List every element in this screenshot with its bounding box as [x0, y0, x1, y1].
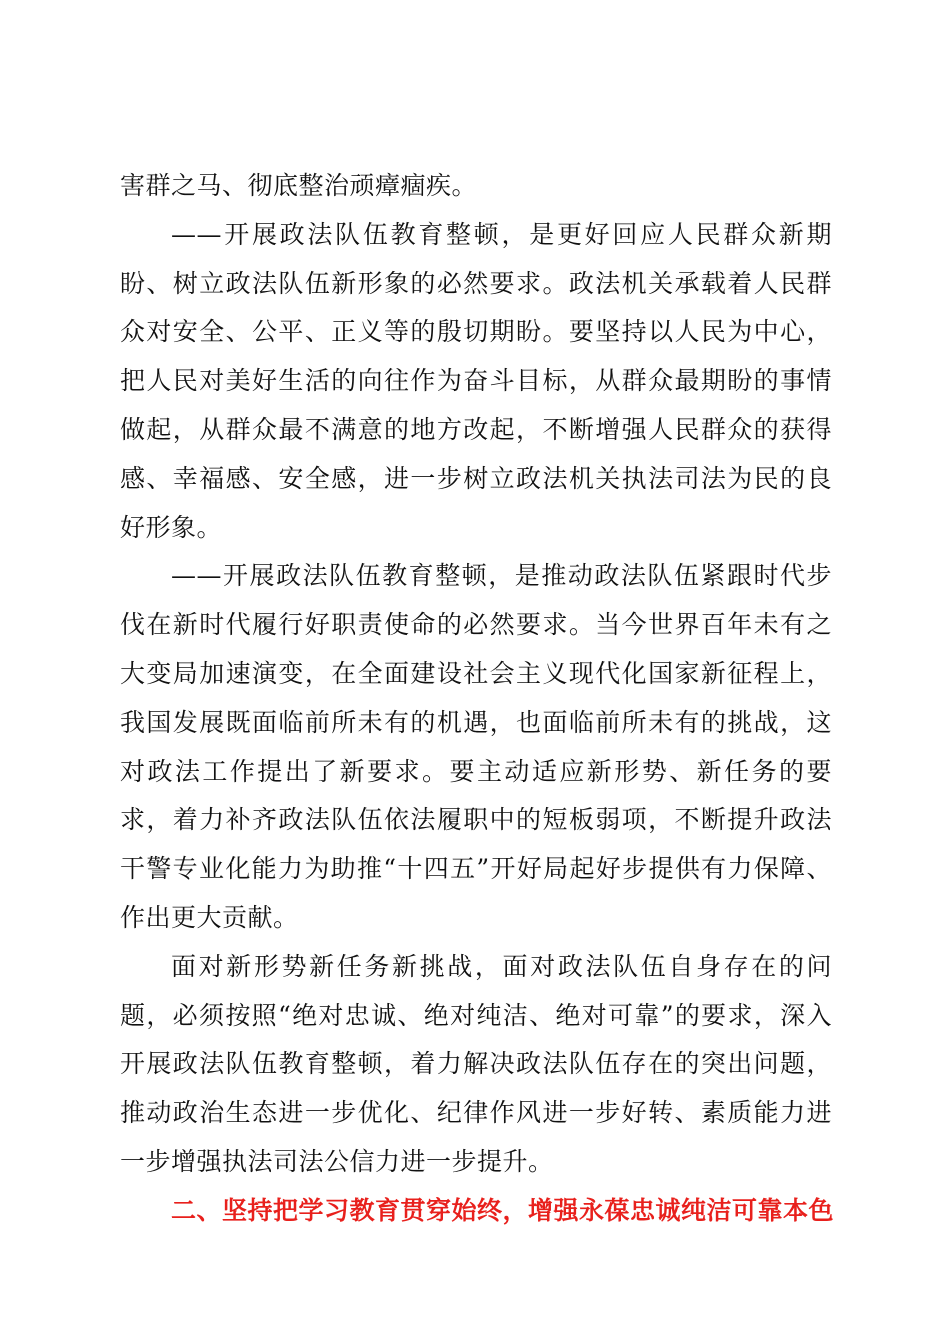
paragraph-requirements: 面对新形势新任务新挑战，面对政法队伍自身存在的问题，必须按照“绝对忠诚、绝对纯洁、绝对可靠”的要求，深入开展政法队伍教育整顿，着力解决政法队伍存在的突出问题，推动政治生态进一步优化、纪律作风进一步好转、素质能力进一步增强执法司法公信力进一步提升。 — [120, 951, 832, 1176]
section-heading: 二、坚持把学习教育贯穿始终，增强永葆忠诚纯洁可靠本色 — [171, 1195, 835, 1225]
paragraph-new-era-mission: ——开展政法队伍教育整顿，是推动政法队伍紧跟时代步伐在新时代履行好职责使命的必然要求。当今世界百年未有之大变局加速演变，在全面建设社会主义现代化国家新征程上，我国发展既面临前所未有的机遇，也面临前所未有的挑战，这对政法工作提出了新要求。要主动适应新形势、新任务的要求，着力补齐政法队伍依法履职中的短板弱项，不断提升政法干警专业化能力为助推“十四五”开好局起好步提供有力保障、作出更大贡献。 — [120, 561, 832, 932]
document-body — [120, 162, 835, 1236]
paragraph-continuation: 害群之马、彻底整治顽瘴痼疾。 — [120, 171, 478, 200]
paragraph-public-expectations: ——开展政法队伍教育整顿，是更好回应人民群众新期盼、树立政法队伍新形象的必然要求。政法机关承载着人民群众对安全、公平、正义等的殷切期盼。要坚持以人民为中心，把人民对美好生活的向往作为奋斗目标，从群众最期盼的事情做起，从群众最不满意的地方改起，不断增强人民群众的获得感、幸福感、安全感，进一步树立政法机关执法司法为民的良好形象。 — [120, 219, 832, 542]
